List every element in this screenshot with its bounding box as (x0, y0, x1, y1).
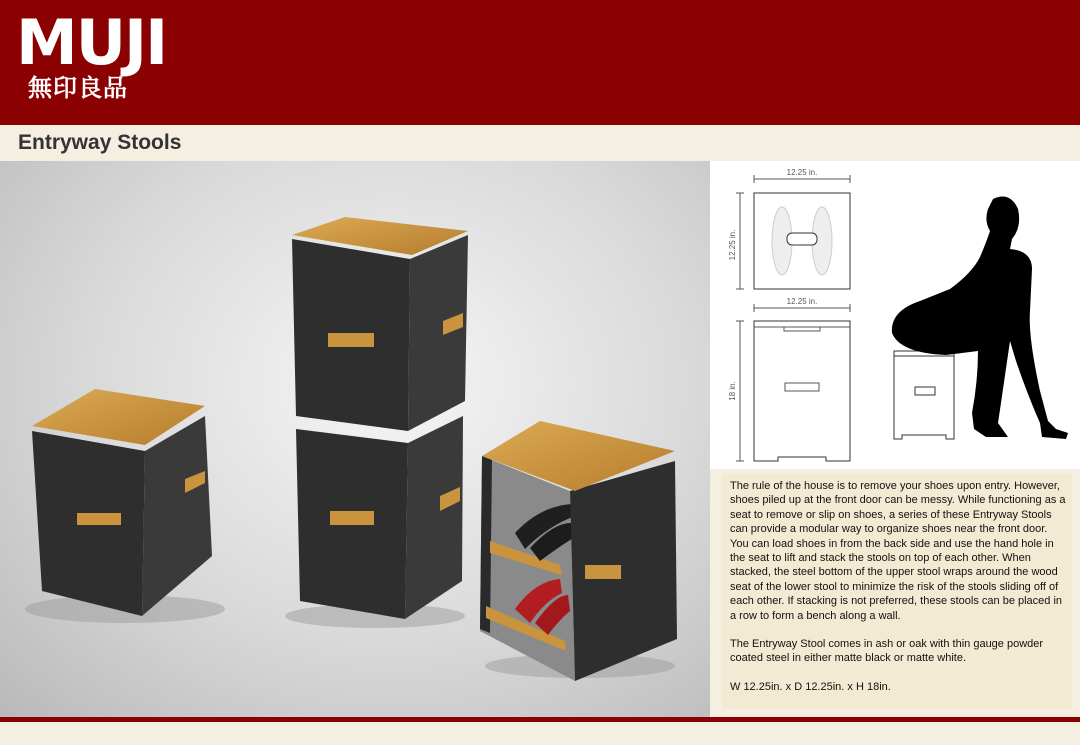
dimensions-text: W 12.25in. x D 12.25in. x H 18in. (730, 680, 891, 693)
single-stool (25, 389, 225, 623)
shoe-storage-stool (480, 421, 677, 681)
logo-subtext: 無印良品 (28, 74, 128, 102)
description-panel (722, 473, 1072, 709)
top-view-drawing (736, 175, 850, 289)
stacked-stools (285, 217, 468, 628)
title-bar (0, 125, 1080, 161)
footer-bar (0, 722, 1080, 745)
top-width-dimension: 12.25 in. (786, 168, 818, 177)
top-depth-dimension: 12.25 in. (728, 229, 737, 261)
description-paragraph-2: The Entryway Stool comes in ash or oak with thin gauge powder coated steel in either matte black or matte white. (730, 638, 1044, 665)
description-paragraph-1: The rule of the house is to remove your shoes upon entry. However, shoes piled up at the front door can be messy. While functioning as a seat to remove or slip on shoes, a series of these Entryway Stools can provide a modular way to organize shoes near the front door. You can load shoes in from the back side and use the hand hole in the seat to lift and stack the stools on top of each other. When stacked, the steel bottom of the upper stool wraps around the wood seat of the lower stool to minimize the risk of the stools sliding off of each other. If stacking is not preferred, these stools can be placed in a row to form a bench along a wall. (730, 480, 1066, 622)
front-view-drawing (736, 304, 850, 461)
technical-drawing-panel (710, 161, 1080, 469)
front-height-dimension: 18 in. (728, 381, 737, 401)
muji-logo[interactable] (16, 6, 167, 102)
front-width-dimension: 12.25 in. (786, 297, 818, 306)
header-bar (0, 0, 1080, 125)
logo-text: MUJI (16, 6, 167, 79)
product-render-image (0, 161, 710, 717)
page-title: Entryway Stools (18, 131, 182, 154)
seated-figure-silhouette (892, 197, 1068, 439)
